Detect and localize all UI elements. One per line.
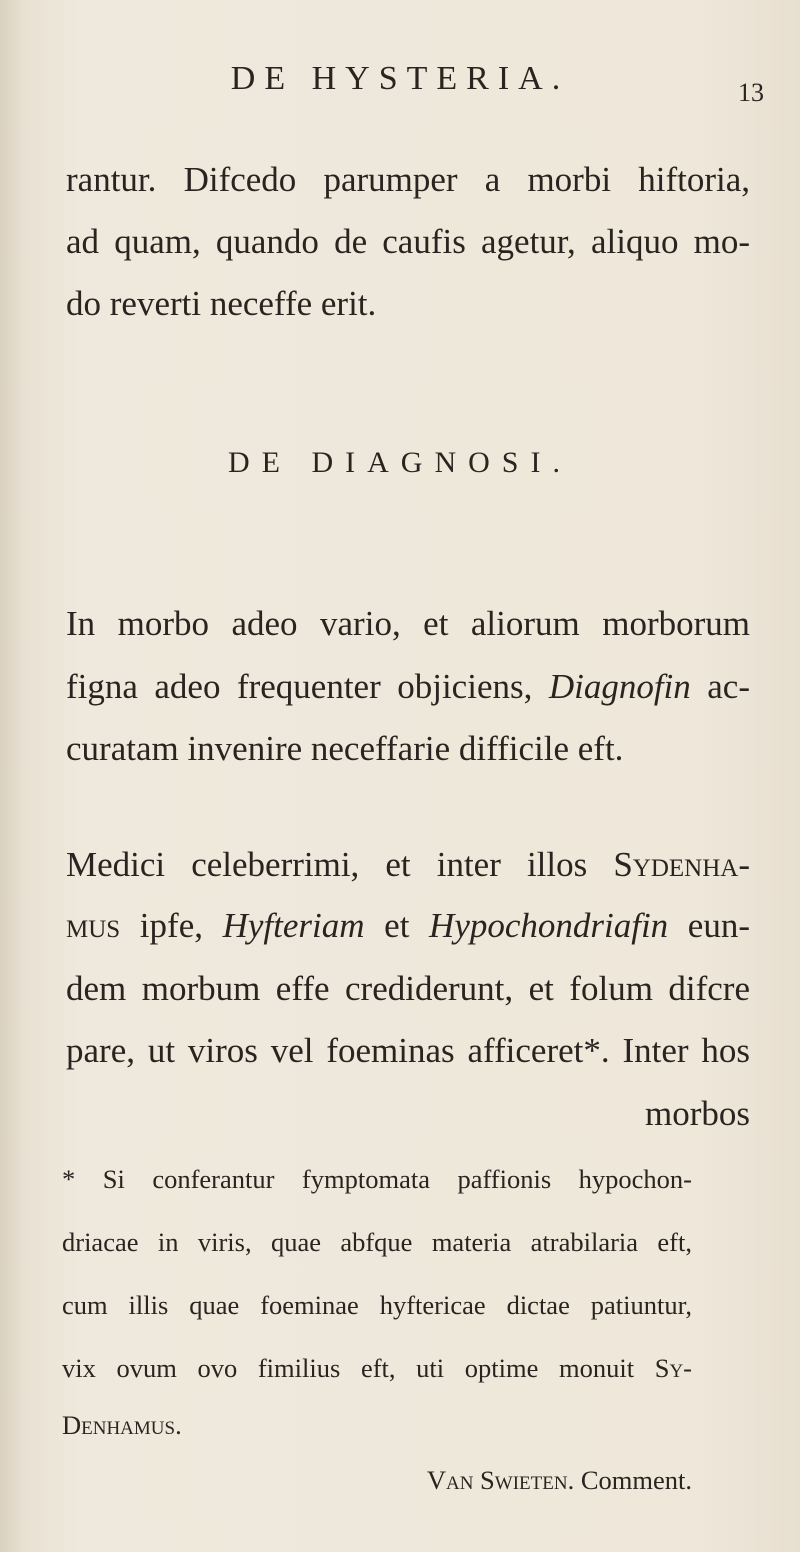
text-segment: eun- [668, 906, 750, 945]
text-segment: ipfe, [120, 906, 223, 945]
text-segment: Van Swieten. [426, 1465, 575, 1495]
italic-term: Hypochondriafin [429, 906, 669, 945]
text-segment: Comment. [574, 1465, 692, 1495]
text-segment: rantur. Difcedo parumper a morbi hiftoria, [66, 160, 750, 199]
running-title: DE HYSTERIA. [230, 60, 570, 97]
text-segment: vix ovum ovo fimilius eft, uti optime monuit [62, 1353, 655, 1383]
text-line [66, 284, 750, 324]
text-segment: pare, ut viros vel foeminas afficeret*. Inter hos [66, 1031, 750, 1070]
footnote-line [62, 1410, 692, 1441]
italic-term: Hyfteriam [222, 906, 365, 945]
text-segment: mus [66, 906, 121, 945]
text-segment: curatam invenire neceffarie difficile eft. [66, 729, 624, 768]
footnote-line [62, 1164, 692, 1195]
text-segment: * Si conferantur fymptomata paffionis hypochon- [62, 1164, 692, 1194]
text-segment: Medici celeberrimi, et inter illos [66, 845, 614, 884]
text-segment: figna adeo frequenter objiciens, [66, 667, 549, 706]
text-line [66, 906, 750, 946]
text-segment: et [364, 906, 430, 945]
text-segment: Sy- [654, 1353, 692, 1383]
text-segment: Sydenha- [613, 845, 750, 884]
text-segment: Denhamus. [62, 1410, 182, 1440]
text-line [66, 667, 750, 707]
text-segment: cum illis quae foeminae hyftericae dictae patiuntur, [62, 1290, 692, 1320]
text-segment: dem morbum effe crediderunt, et folum difcre [66, 969, 750, 1008]
text-segment: In morbo adeo vario, et aliorum morborum [66, 604, 750, 643]
footnote-line [62, 1290, 692, 1321]
text-segment: ad quam, quando de caufis agetur, aliquo mo- [66, 222, 750, 261]
text-line [66, 222, 750, 262]
footnote-line [62, 1353, 692, 1384]
text-line [66, 604, 750, 644]
page-number: 13 [738, 78, 764, 107]
text-line [66, 969, 750, 1009]
text-segment: morbos [645, 1094, 750, 1133]
text-line [66, 160, 750, 200]
text-line [66, 729, 750, 769]
footnote-line [62, 1465, 692, 1496]
text-segment: driacae in viris, quae abfque materia atrabilaria eft, [62, 1227, 692, 1257]
text-line [66, 1094, 750, 1134]
section-title: DE DIAGNOSI. [228, 446, 572, 479]
text-segment: do reverti neceffe erit. [66, 284, 377, 323]
italic-term: Diagnofin [548, 667, 691, 706]
text-segment: ac- [690, 667, 750, 706]
text-line [66, 845, 750, 885]
text-line [66, 1031, 750, 1071]
footnote-line [62, 1227, 692, 1258]
